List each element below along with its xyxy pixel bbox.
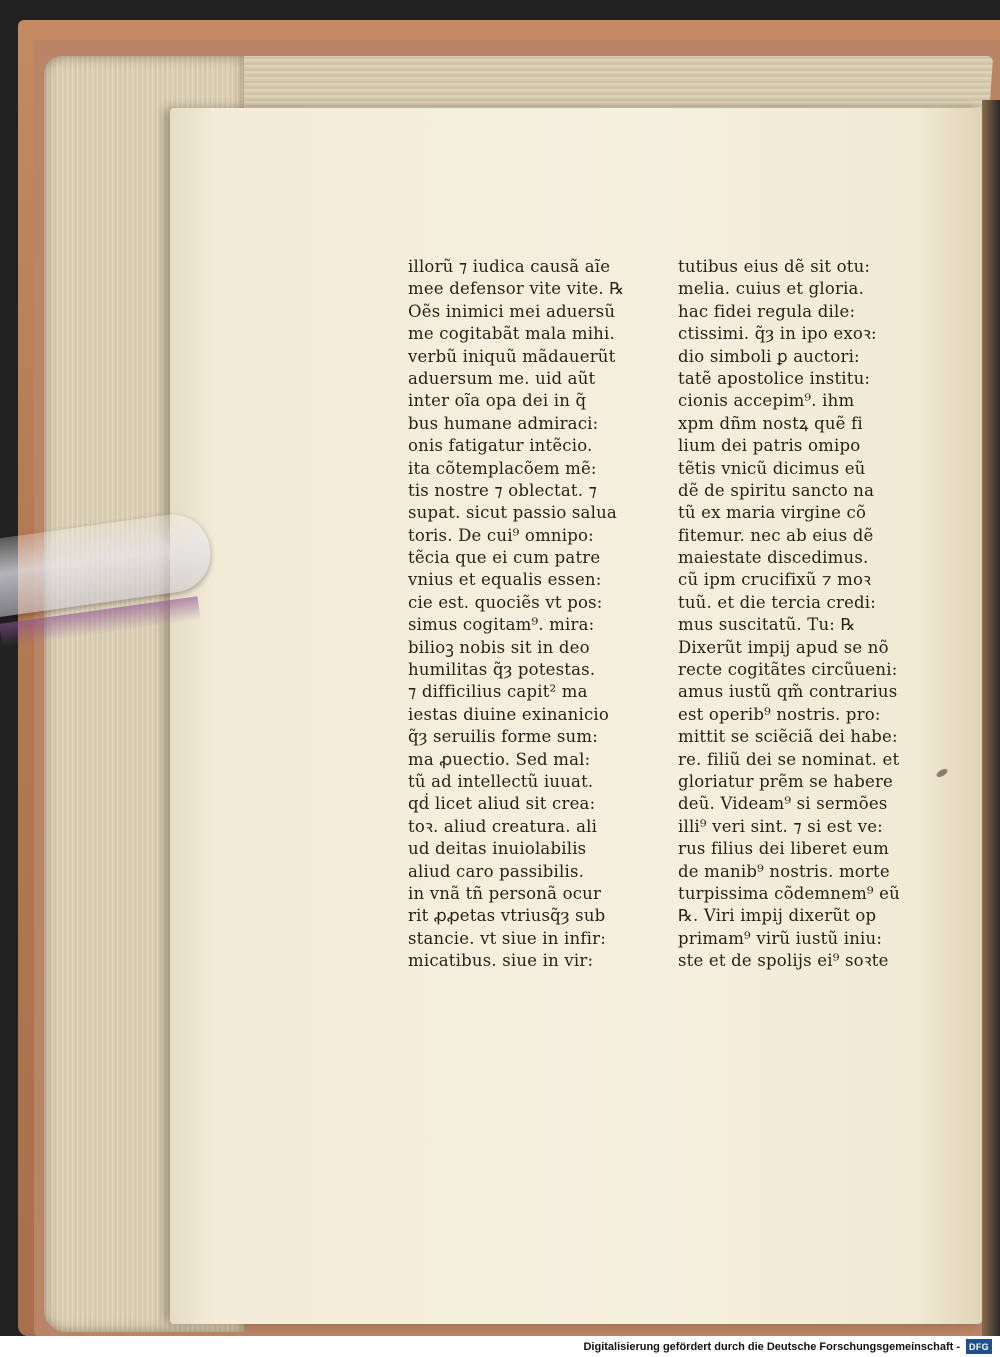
text-line: ⁊ difficilius capit² ma — [408, 682, 588, 702]
text-line: xpm dñm nostꝝ quẽ fi — [678, 413, 863, 433]
text-line: toris. De cui⁹ omnipo: — [408, 525, 594, 545]
text-line: Oẽs inimici mei aduersũ — [408, 301, 616, 321]
text-line: re. filiũ dei se nominat. et — [678, 749, 900, 769]
text-line: bilioꝫ nobis sit in deo — [408, 637, 590, 657]
text-line: rus filius dei liberet eum — [678, 839, 889, 859]
text-line: illi⁹ veri sint. ⁊ si est ve: — [678, 816, 883, 836]
text-line: tẽcia que ei cum patre — [408, 548, 601, 568]
text-line: recte cogitãtes circũueni: — [678, 660, 898, 680]
text-line: mittit se sciẽciã dei habe: — [678, 727, 898, 747]
text-line: qḋ licet aliud sit crea: — [408, 794, 596, 814]
text-line: ita cõtemplacõem mẽ: — [408, 458, 597, 478]
text-line: de manib⁹ nostris. morte — [678, 861, 890, 881]
text-line: Dixerũt impij apud se nõ — [678, 637, 889, 657]
text-line: primam⁹ virũ iustũ iniu: — [678, 928, 883, 948]
text-line: cionis accepim⁹. ihm — [678, 391, 855, 411]
text-line: mus suscitatũ. Tu: ℞ — [678, 615, 856, 635]
text-line: inter oĩa opa dei in q̃ — [408, 391, 587, 411]
text-line: in vnã tñ personã ocur — [408, 883, 602, 903]
text-line: toꝛ. aliud creatura. ali — [408, 816, 598, 836]
right-text-column — [678, 256, 914, 973]
text-line: dio simboli ꝑ auctori: — [678, 346, 860, 366]
text-line: bus humane admiraci: — [408, 413, 599, 433]
text-line: mee defensor vite vite. ℞ — [408, 279, 625, 299]
footer-credit: Digitalisierung gefördert durch die Deutsche Forschungsgemeinschaft - — [583, 1340, 960, 1353]
text-line: simus cogitam⁹. mira: — [408, 615, 595, 635]
text-line: tatẽ apostolice institu: — [678, 368, 871, 388]
text-line: tũ ex maria virgine cõ — [678, 503, 867, 523]
text-line: tutibus eius dẽ sit otu: — [678, 257, 871, 276]
text-line: melia. cuius et gloria. — [678, 279, 865, 299]
dfg-logo: DFG — [966, 1339, 992, 1354]
text-line: micatibus. siue in vir: — [408, 951, 594, 971]
text-line: cũ ipm crucifixũ ⁊ moꝛ — [678, 570, 872, 590]
text-line: iestas diuine exinanicio — [408, 704, 610, 724]
text-line: me cogitabãt mala mihi. — [408, 324, 615, 344]
text-line: humilitas q̃ȝ potestas. — [408, 660, 596, 680]
text-line: onis fatigatur intẽcio. — [408, 436, 593, 456]
text-line: deũ. Videam⁹ si sermões — [678, 794, 888, 814]
left-text-column — [408, 256, 656, 973]
text-line: ud deitas inuiolabilis — [408, 839, 587, 859]
spine-edge — [982, 100, 1000, 1336]
text-line: fitemur. nec ab eius dẽ — [678, 525, 874, 545]
text-line: tis nostre ⁊ oblectat. ⁊ — [408, 480, 597, 500]
text-line: ste et de spolijs ei⁹ soꝛte — [678, 951, 889, 971]
text-line: aduersum me. uid aũt — [408, 368, 596, 388]
text-line: aliud caro passibilis. — [408, 861, 585, 881]
text-line: ctissimi. q̃ȝ in ipo exoꝛ: — [678, 324, 877, 344]
text-line: turpissima cõdemnem⁹ eũ — [678, 883, 900, 903]
text-line: hac fidei regula dile: — [678, 301, 856, 321]
text-line: dẽ de spiritu sancto na — [678, 480, 875, 500]
text-line: maiestate discedimus. — [678, 548, 869, 568]
text-line: stancie. vt siue in infir: — [408, 928, 606, 948]
text-line: q̃ȝ seruilis forme sum: — [408, 727, 598, 747]
text-line: lium dei patris omipo — [678, 436, 861, 456]
text-line: rit ꝓꝓetas vtriusq̃ȝ sub — [408, 906, 606, 926]
footer-bar — [0, 1336, 1000, 1357]
text-line: tũ ad intellectũ iuuat. — [408, 771, 594, 791]
text-line: tẽtis vnicũ dicimus eũ — [678, 458, 866, 478]
text-line: ℞. Viri impij dixerũt op — [678, 906, 877, 926]
text-line: tuũ. et die tercia credi: — [678, 592, 877, 612]
text-line: gloriatur prẽm se habere — [678, 771, 893, 791]
text-line: amus iustũ qm̃ contrarius — [678, 682, 898, 702]
text-line: ma ꝓuectio. Sed mal: — [408, 749, 591, 769]
text-line: vnius et equalis essen: — [408, 570, 602, 590]
text-line: verbũ iniquũ mãdauerũt — [408, 346, 616, 366]
text-line: est operib⁹ nostris. pro: — [678, 704, 881, 724]
text-line: illorũ ⁊ iudica causã aĩe — [408, 257, 611, 276]
text-line: supat. sicut passio salua — [408, 503, 617, 523]
text-line: cie est. quociẽs vt pos: — [408, 592, 603, 612]
